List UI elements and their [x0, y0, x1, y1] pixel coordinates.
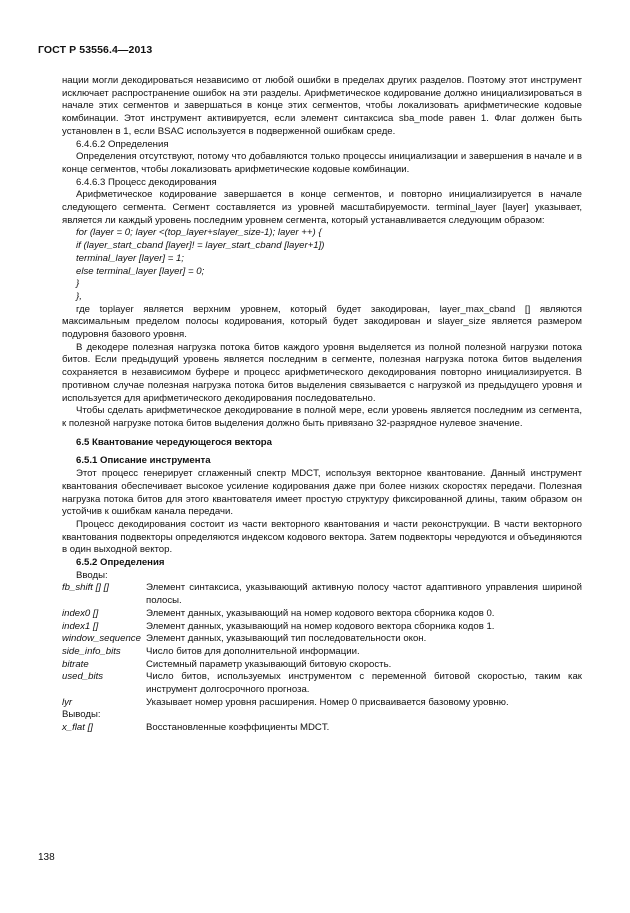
definition-desc: Восстановленные коэффициенты MDCT.	[146, 722, 330, 734]
definition-desc: Системный параметр указывающий битовую скорость.	[146, 658, 392, 670]
paragraph: Этот процесс генерирует сглаженный спектр MDCT, используя векторное квантование. Данный инструмент квантования обеспечивает высокое усиление кодирования даже при более низких скоростях передачи. Полезная нагрузка потока битов для этого квантователя имеет простую структуру фиксированной длины, таким образом он устойчив к ошибкам канала передачи.	[62, 468, 582, 518]
code-line: }	[76, 278, 80, 290]
subsection-heading: 6.5.2 Определения	[76, 557, 165, 569]
definition-term: fb_shift [] []	[62, 582, 109, 594]
outputs-list	[62, 722, 582, 735]
definition-term: index1 []	[62, 620, 99, 632]
paragraph: нации могли декодироваться независимо от любой ошибки в пределах других разделов. Поэтому этот инструмент исключает распространение ошибок на эти разделы. Арифметическое кодирование должно инициализироваться в начале этих сегментов и завершаться в конце этих сегментов, чтобы локализовать арифметические кодовые комбинации. Этот инструмент активируется, если элемент синтаксиса sba_mode равен 1. Флаг должен быть установлен в 1, если BSAC используется в подверженной ошибкам среде.	[62, 75, 582, 137]
code-line: for (layer = 0; layer <(top_layer+slayer_size-1); layer ++) {	[76, 227, 322, 239]
standard-header: ГОСТ Р 53556.4—2013	[38, 44, 153, 56]
definition-desc: Элемент данных, указывающий на номер кодового вектора сборника кодов 1.	[146, 620, 495, 632]
definition-desc: Элемент данных, указывающий на номер кодового вектора сборника кодов 0.	[146, 607, 495, 619]
definition-term: side_info_bits	[62, 645, 121, 657]
outputs-label: Выводы:	[62, 709, 101, 721]
definition-term: used_bits	[62, 671, 104, 683]
definitions-list	[62, 582, 582, 709]
definition-row	[62, 582, 582, 607]
subsection-heading: 6.5.1 Описание инструмента	[76, 455, 211, 467]
inputs-label: Вводы:	[76, 569, 108, 581]
definition-row	[62, 621, 582, 634]
paragraph: Арифметическое кодирование завершается в конце сегментов, и повторно инициализируется в начале следующего сегмента. Сегмент составляется из уровней масштабируемости. terminal_layer [layer] указывает, является ли каждый уровень последним уровнем сегмента, который устанавливается следующим образом:	[62, 189, 582, 226]
definition-row	[62, 633, 582, 646]
definition-desc: Число битов для дополнительной информации.	[146, 645, 360, 657]
paragraph: Процесс декодирования состоит из части векторного квантования и части реконструкции. В части векторного квантования подвекторы определяются индексом кодового вектора. Затем подвекторы чередуются и объединяются в один выходной вектор.	[62, 518, 582, 556]
definition-term: window_sequence	[62, 633, 141, 645]
code-line: terminal_layer [layer] = 1;	[76, 252, 184, 264]
definition-desc: Элемент данных, указывающий тип последовательности окон.	[146, 633, 427, 645]
code-line: else terminal_layer [layer] = 0;	[76, 265, 205, 277]
paragraph: Определения отсутствуют, потому что добавляются только процессы инициализации и завершения в начале и в конце сегментов, чтобы локализовать арифметические кодовые комбинации.	[62, 151, 582, 175]
definition-term: lyr	[62, 696, 73, 708]
definition-term: bitrate	[62, 658, 89, 670]
code-line: if (layer_start_cband [layer]! = layer_start_cband [layer+1])	[76, 240, 325, 252]
definition-row	[62, 671, 582, 696]
definition-desc: Указывает номер уровня расширения. Номер 0 присваивается базовому уровню.	[146, 696, 509, 708]
body-text	[62, 75, 582, 735]
paragraph: Чтобы сделать арифметическое декодирование в полной мере, если уровень является последним из сегмента, к полезной нагрузке потока битов выделения должно быть привязано 32-разрядное нулевое значение.	[62, 405, 582, 429]
definition-desc: Элемент синтаксиса, указывающий активную полосу частот адаптивного управления шириной полосы.	[146, 582, 582, 607]
definition-term: index0 []	[62, 607, 99, 619]
definition-row	[62, 646, 582, 659]
paragraph: где toplayer является верхним уровнем, который будет закодирован, layer_max_cband [] являются максимальным пределом полосы кодирования, который будет закодирован и slayer_size является размером подуровня базового уровня.	[62, 303, 582, 341]
definition-desc: Число битов, используемых инструментом с переменной битовой скоростью, таким как инструмент долгосрочного прогноза.	[146, 671, 582, 696]
definition-row	[62, 608, 582, 621]
section-heading: 6.5 Квантование чередующегося вектора	[76, 436, 272, 448]
definition-row	[62, 659, 582, 672]
subsection-heading: 6.4.6.2 Определения	[76, 138, 169, 150]
paragraph: В декодере полезная нагрузка потока битов каждого уровня выделяется из полной полезной нагрузки потока битов. Если предыдущий уровень является последним в сегменте, полезная нагрузка потока битов выделения сохраняется в независимом буфере и процесс арифметического декодирования повторно инициализируется. В противном случае полезная нагрузка потока битов выделения связывается с нагрузкой из предыдущего уровня и используется для арифметического декодирования последовательно.	[62, 341, 582, 404]
subsection-heading: 6.4.6.3 Процесс декодирования	[76, 176, 217, 188]
definition-row	[62, 697, 582, 710]
code-line: },	[76, 290, 82, 302]
definition-term: x_flat []	[62, 722, 93, 734]
page-number: 138	[38, 852, 55, 863]
definition-row	[62, 722, 582, 735]
